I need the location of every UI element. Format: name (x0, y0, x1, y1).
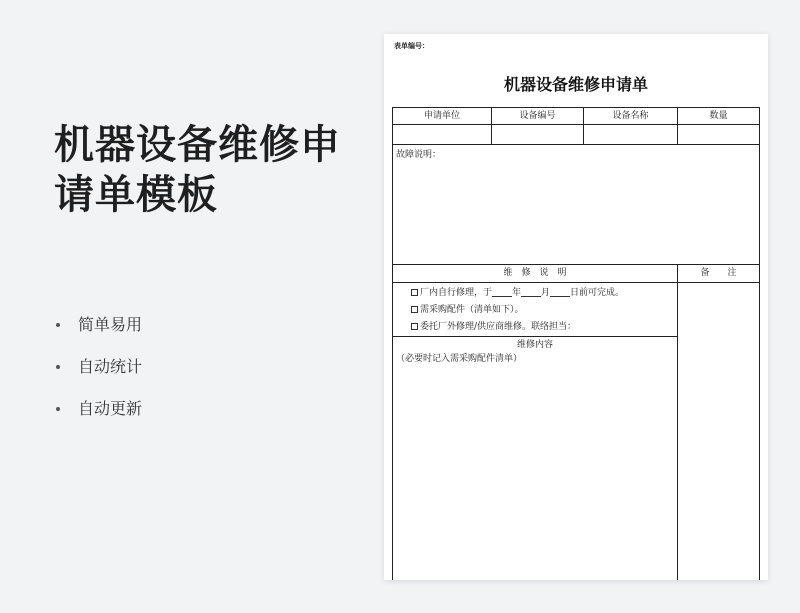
promo-title-line-1: 机器设备维修申 (54, 122, 341, 168)
feature-item: 自动更新 (56, 398, 142, 440)
promo-title-line-2: 请单模板 (54, 172, 218, 218)
feature-item: 简单易用 (56, 314, 142, 356)
form-table (392, 107, 760, 580)
table-rule (393, 282, 759, 283)
form-number-label: 表单编号： (394, 42, 429, 50)
checkbox-icon (411, 289, 418, 296)
fault-description-label: 故障说明： (396, 150, 442, 160)
header-equipment-number: 设备编号 (519, 111, 556, 121)
remark-header: 备 注 (700, 268, 737, 278)
checkbox-icon (411, 323, 418, 330)
table-rule (393, 144, 759, 145)
bullet-icon (56, 323, 60, 327)
table-rule (677, 264, 678, 580)
bullet-icon (56, 365, 60, 369)
option-in-house-repair: 厂内自行修理，于 年 月 日前可完成。 (411, 287, 624, 299)
document-preview (384, 34, 768, 580)
checkbox-icon (411, 306, 418, 313)
feature-list (56, 314, 142, 440)
promo-title (54, 120, 374, 220)
header-quantity: 数量 (709, 111, 728, 121)
feature-item: 自动统计 (56, 356, 142, 398)
table-rule (393, 336, 677, 337)
header-equipment-name: 设备名称 (612, 111, 649, 121)
repair-content-header: 维修内容 (516, 340, 553, 350)
header-applicant-unit: 申请单位 (423, 111, 460, 121)
option-outsourced-repair: 委托厂外修理/供应商维修。联络担当： (411, 321, 576, 333)
bullet-icon (56, 407, 60, 411)
table-rule (393, 264, 759, 265)
form-title: 机器设备维修申请单 (503, 75, 648, 94)
repair-description-header: 维 修 说 明 (503, 268, 567, 278)
repair-content-note: （必要时记入需采购配件清单） (396, 354, 523, 364)
option-purchase-parts: 需采购配件（清单如下）。 (411, 304, 524, 316)
table-rule (393, 124, 759, 125)
